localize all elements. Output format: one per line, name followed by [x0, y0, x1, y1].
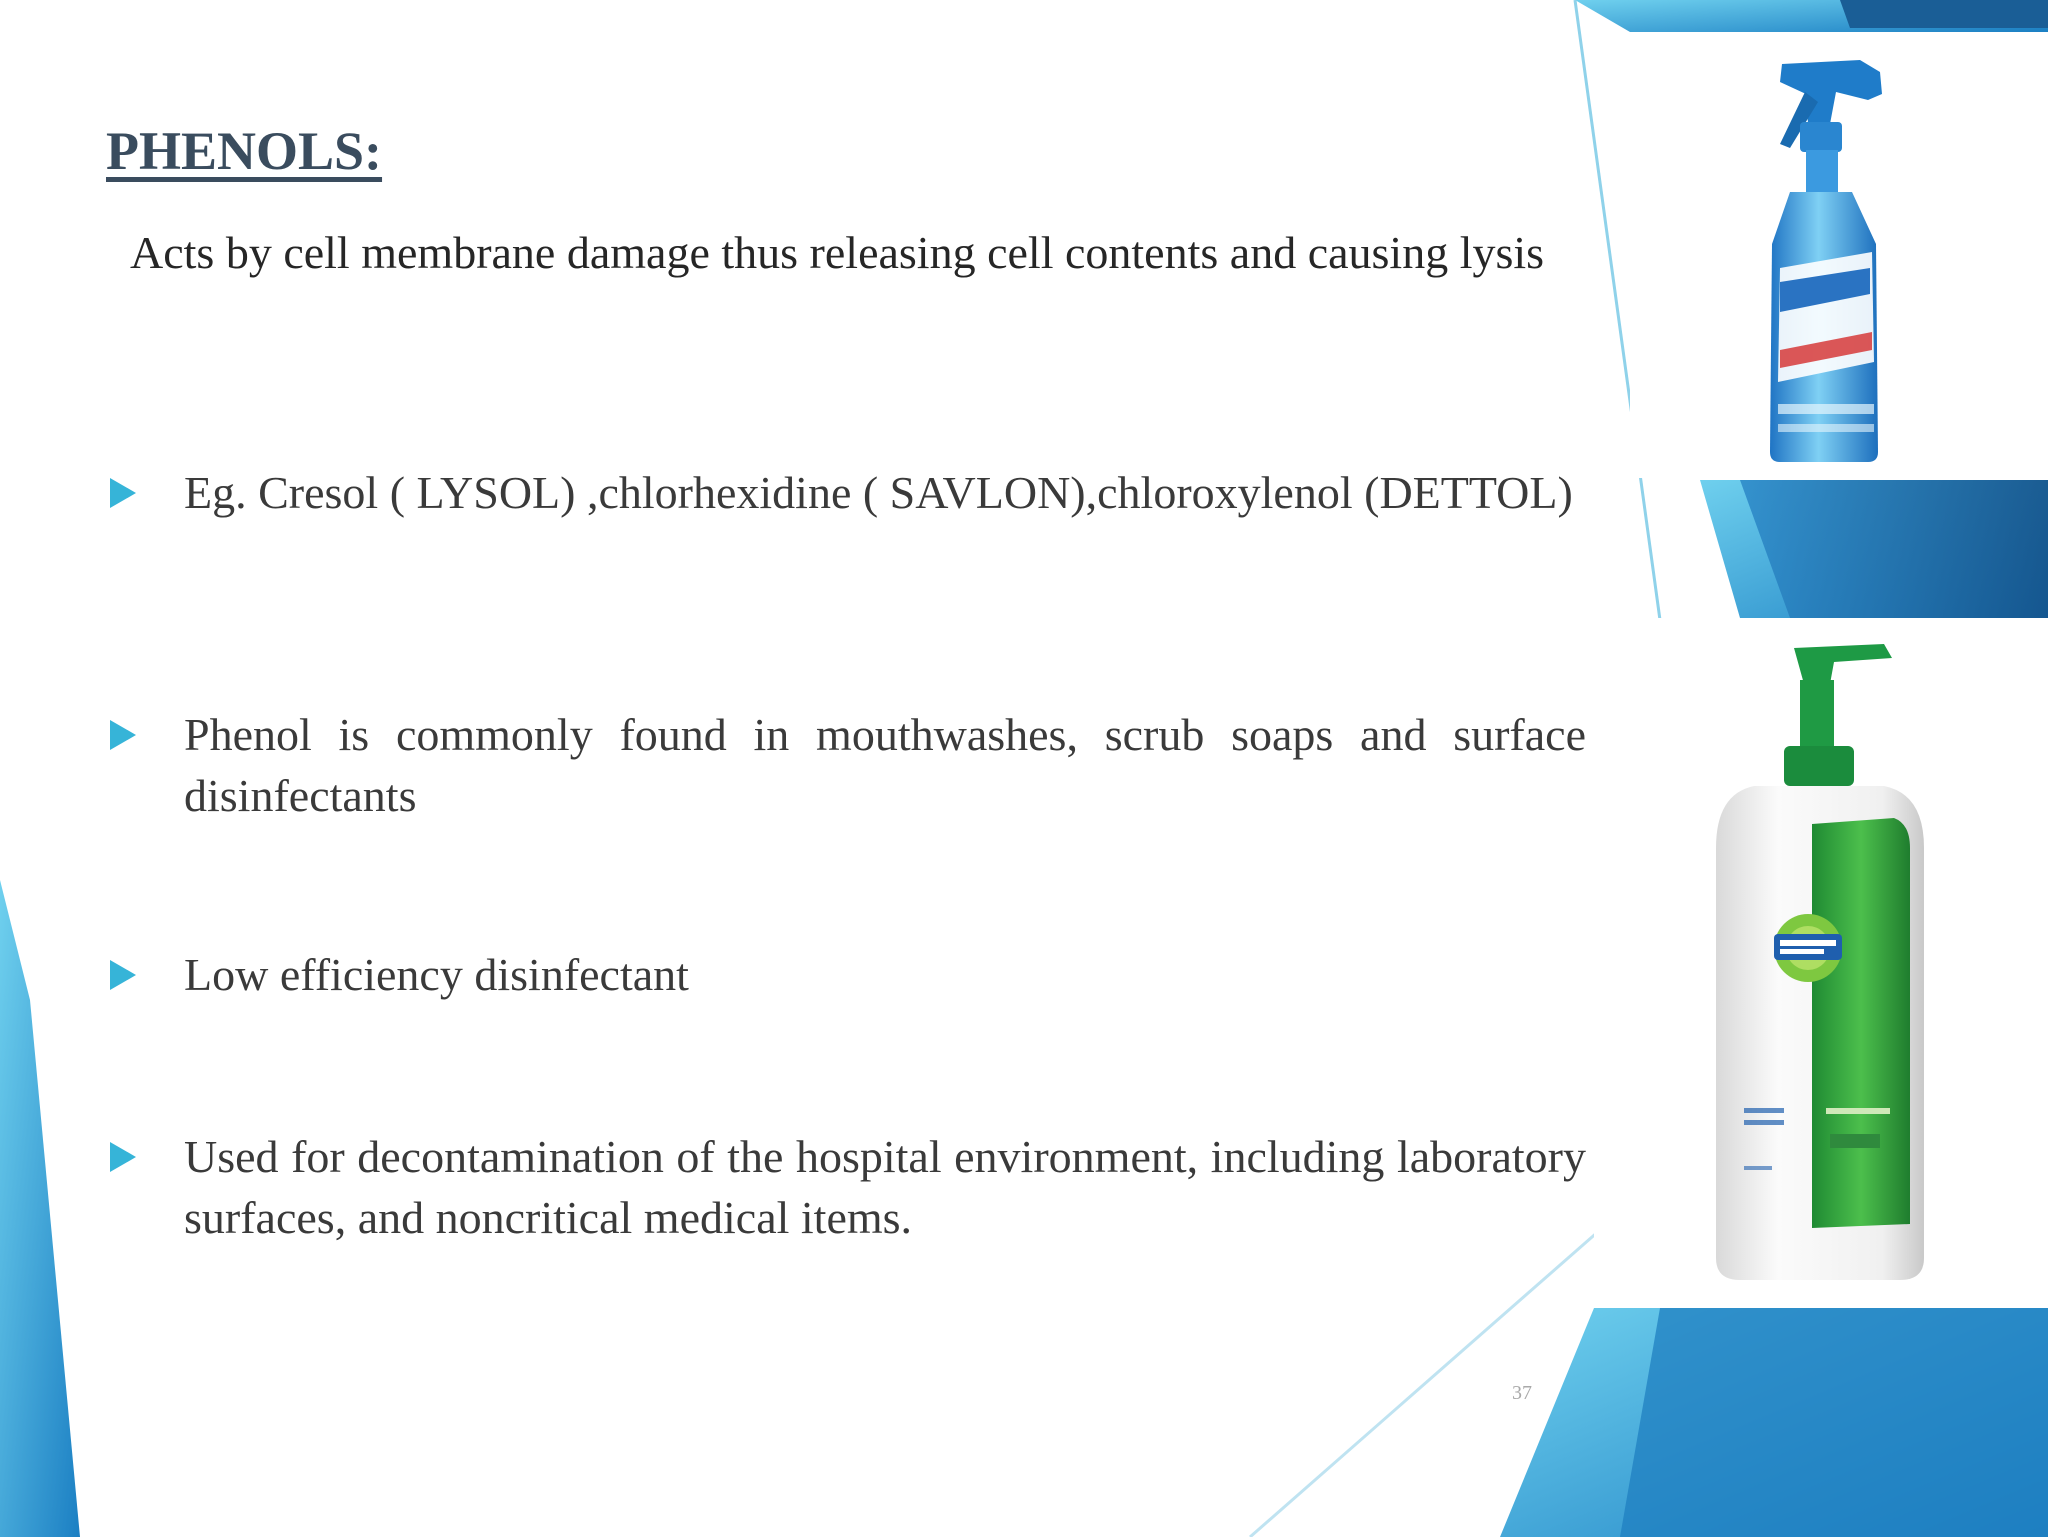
decor-band-middle-dark [1740, 480, 2048, 618]
bullet-arrow-icon [110, 720, 136, 750]
bullet-item [106, 462, 1586, 523]
bullet-text: Eg. Cresol ( LYSOL) ,chlorhexidine ( SAVLON),chloroxylenol (DETTOL) [184, 467, 1573, 518]
decor-facet-bottom-dark [1620, 1308, 2048, 1537]
bullet-item [106, 704, 1586, 826]
bullet-text: Low efficiency disinfectant [184, 949, 689, 1000]
spray-bottle-icon [1630, 32, 2048, 478]
lysol-product-image [1630, 32, 2048, 478]
intro-paragraph: Acts by cell membrane damage thus releasing cell contents and causing lysis [130, 227, 1545, 278]
bullet-arrow-icon [110, 1142, 136, 1172]
dettol-product-image [1594, 618, 2048, 1308]
decor-facet-left [0, 880, 80, 1537]
bullet-arrow-icon [110, 478, 136, 508]
slide-title: PHENOLS: [106, 121, 383, 181]
decor-facet-top-dark [1840, 0, 2048, 28]
bullet-text: Used for decontamination of the hospital environment, including laboratory surfaces, and noncritical medical items. [184, 1131, 1586, 1243]
page-number: 37 [1512, 1382, 1532, 1404]
pump-bottle-icon [1594, 618, 2048, 1308]
bullet-item [106, 944, 1586, 1005]
bullet-text: Phenol is commonly found in mouthwashes, scrub soaps and surface disinfectants [184, 709, 1586, 821]
bullet-item [106, 1126, 1586, 1248]
bullet-arrow-icon [110, 960, 136, 990]
